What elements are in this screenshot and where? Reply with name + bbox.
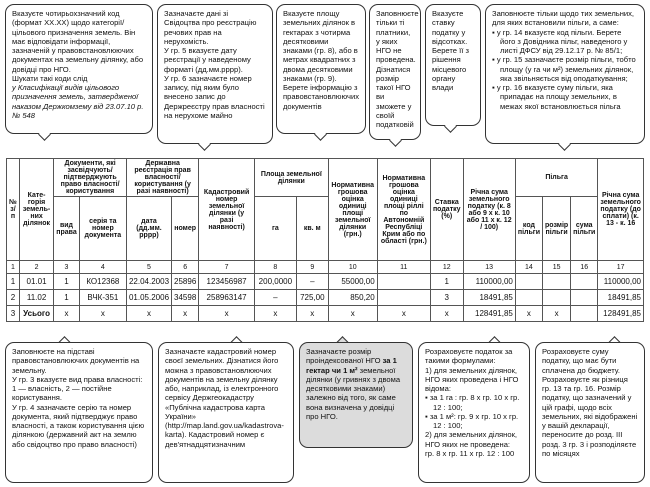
col-num: 7 bbox=[199, 261, 255, 274]
cell-cadastral: x bbox=[199, 306, 255, 322]
cell-benefit-code bbox=[515, 274, 542, 290]
col-num: 9 bbox=[296, 261, 328, 274]
callout-text: земельної ділянки (у гривнях з двома десятковими знаками) залежно від того, як саме вона визначена у довідці про НГО. bbox=[306, 365, 401, 421]
callout-text: у гр. 14 вказуєте код пільги. Берете його з Довідника пільг, наведеного у листі ДФСУ від 29.12.17 р. № 85/1; bbox=[496, 27, 628, 55]
callout-text: У гр. 5 вказуєте дату реєстрації у наведеному форматі (дд.мм.рррр). bbox=[164, 46, 251, 74]
cell-no: 2 bbox=[7, 290, 20, 306]
header-reg-number: номер bbox=[172, 197, 199, 261]
col-num: 6 bbox=[172, 261, 199, 274]
cell-benefit-code bbox=[515, 290, 542, 306]
col-num: 10 bbox=[328, 261, 377, 274]
cell-no: 1 bbox=[7, 274, 20, 290]
cell-benefit-code: x bbox=[515, 306, 542, 322]
header-doc-series: серія та номер документа bbox=[79, 197, 126, 261]
cell-total-label: Усього bbox=[19, 306, 53, 322]
cell-ngo-crimea bbox=[377, 290, 430, 306]
callout-documents bbox=[5, 342, 153, 483]
cell-square-meters: 725,00 bbox=[296, 290, 328, 306]
callout-text: Заповнюєте тільки щодо тих земельних, для яких встановили пільги, а саме: bbox=[492, 9, 635, 28]
header-documents: Документи, які засвідчують/ підтверджують право власності/ користування bbox=[54, 159, 127, 197]
callout-registration bbox=[157, 4, 273, 144]
callout-text: Вказуєте ставку податку у відсотках. Берете її з рішення місцевого органу влади bbox=[432, 9, 469, 92]
callout-emphasis: за 1 гектар чи 1 м² bbox=[306, 356, 397, 375]
callout-benefits bbox=[485, 4, 645, 144]
col-num: 16 bbox=[571, 261, 598, 274]
col-num: 8 bbox=[254, 261, 296, 274]
cell-doc-series: ВЧК-351 bbox=[79, 290, 126, 306]
callout-text: У гр. 6 зазначаєте номер запису, під яким було внесено запис до Держреєстру прав власності на нерухоме майно bbox=[164, 73, 265, 120]
callout-text: 1) для земельних ділянок, НГО яких проведена і НГО відома: bbox=[425, 365, 519, 393]
callout-cadastral bbox=[158, 342, 294, 483]
callout-text: Зазначаєте розмір проіндексованої НГО bbox=[306, 347, 381, 366]
cell-reg-number: x bbox=[172, 306, 199, 322]
callout-payable bbox=[535, 342, 645, 483]
callout-text: Вказуєте чотирьохзначний код (формат ХХ.ХХ) щодо категорії/ цільового призначення земель. Він має відповідати інформації, зазначеній у правовстановлюючих документах на земельну ділянку, або довідці про НГО. bbox=[12, 9, 144, 74]
table-total-row bbox=[7, 306, 644, 322]
callout-tax-formulas bbox=[418, 342, 530, 483]
col-num: 13 bbox=[463, 261, 515, 274]
cell-no: 3 bbox=[7, 306, 20, 322]
cell-benefit-size bbox=[543, 290, 571, 306]
callout-text: у гр. 15 зазначаєте розмір пільги, тобто площу (у га чи м²) земельних ділянок, яка звільняється від оподаткування; bbox=[496, 55, 636, 83]
header-category: Кате-горія земель-них ділянок bbox=[19, 159, 53, 261]
callout-text: Зазначаєте дані зі Свідоцтва про реєстрацію речових прав на нерухомість. bbox=[164, 9, 257, 46]
formula: гр. 8 х гр. 11 х гр. 12 : 100 bbox=[425, 448, 515, 458]
cell-ngo-crimea: x bbox=[377, 306, 430, 322]
cell-doc-series: КО12368 bbox=[79, 274, 126, 290]
cell-reg-date: 22.04.2003 bbox=[126, 274, 171, 290]
callout-text: 2) для земельних ділянок, НГО яких не проведена: bbox=[425, 430, 517, 449]
callout-area bbox=[276, 4, 366, 134]
col-num: 1 bbox=[7, 261, 20, 274]
bullet-item: ▪ за 1 м²: гр. 9 х гр. 10 х гр. 12 : 100; bbox=[425, 411, 519, 430]
header-area: Площа земельної ділянки bbox=[254, 159, 328, 197]
callout-text: Розраховуєте податок за такими формулами: bbox=[425, 347, 513, 366]
cell-reg-date: 01.05.2006 bbox=[126, 290, 171, 306]
cell-reg-number: 25896 bbox=[172, 274, 199, 290]
cell-rate: 3 bbox=[430, 290, 463, 306]
table-row bbox=[7, 290, 644, 306]
header-no: № з/п bbox=[7, 159, 20, 261]
callout-text: Заповнюєте на підставі правовстановлюючих документів на земельну. bbox=[12, 347, 140, 375]
cell-benefit-sum bbox=[571, 290, 598, 306]
cell-doc-series: x bbox=[79, 306, 126, 322]
cell-ngo: x bbox=[328, 306, 377, 322]
cell-benefit-sum bbox=[571, 306, 598, 322]
cell-ngo: 55000,00 bbox=[328, 274, 377, 290]
cell-hectares: 200,0000 bbox=[254, 274, 296, 290]
header-ngo: Нормативна грошова оцінка одиниці площі земельної ділянки (грн.) bbox=[328, 159, 377, 261]
bullet-item: ▪ за 1 га : гр. 8 х гр. 10 х гр. 12 : 100; bbox=[425, 393, 520, 412]
header-annual-sum: Річна сума земельного податку (к. 8 або 9 х к. 10 або 11 х к. 12 / 100) bbox=[463, 159, 515, 261]
col-num: 14 bbox=[515, 261, 542, 274]
table-row bbox=[7, 274, 644, 290]
col-num: 4 bbox=[79, 261, 126, 274]
cell-reg-number: 34598 bbox=[172, 290, 199, 306]
callout-category-code bbox=[5, 4, 153, 134]
header-benefit-size: розмір пільги bbox=[543, 197, 571, 261]
callout-text: У гр. 4 зазначаєте серію та номер документа, який підтверджує право власності, а також користування цією ділянкою (державний акт на землю або свідоцтво про право власності) bbox=[12, 402, 145, 449]
cell-annual-sum: 110000,00 bbox=[463, 274, 515, 290]
header-reg-date: дата (дд.мм. рррр) bbox=[126, 197, 171, 261]
callout-text: У гр. 3 вказуєте вид права власності: 1 — власність, 2 — постійне користування. bbox=[12, 374, 143, 403]
header-benefit-code: код пільги bbox=[515, 197, 542, 261]
cell-annual-sum: 128491,85 bbox=[463, 306, 515, 322]
col-num: 12 bbox=[430, 261, 463, 274]
cell-cadastral: 258963147 bbox=[199, 290, 255, 306]
callout-text: Шукати такі коди слід bbox=[12, 73, 88, 83]
cell-ngo-crimea bbox=[377, 274, 430, 290]
col-num: 3 bbox=[54, 261, 80, 274]
column-number-row bbox=[7, 261, 644, 274]
header-benefit: Пільга bbox=[515, 159, 597, 197]
col-num: 2 bbox=[19, 261, 53, 274]
header-rate: Ставка податку (%) bbox=[430, 159, 463, 261]
cell-hectares: – bbox=[254, 290, 296, 306]
cell-benefit-sum bbox=[571, 274, 598, 290]
cell-square-meters: x bbox=[296, 306, 328, 322]
header-benefit-sum: сума пільги bbox=[571, 197, 598, 261]
cell-square-meters: – bbox=[296, 274, 328, 290]
tax-declaration-table bbox=[6, 158, 644, 322]
cell-cadastral: 123456987 bbox=[199, 274, 255, 290]
bullet-item: ▪ у гр. 14 вказуєте код пільги. Берете його з Довідника пільг, наведеного у листі ДФСУ від 29.12.17 р. № 85/1; bbox=[492, 27, 628, 55]
callout-text: Розраховуєте суму податку, що має бути сплачена до бюджету. Розраховуєте як різниця гр. 13 та гр. 16. Розмір податку, що зазначений у цій графі, щодо всіх земельних, які відображені у вашій декларації, переносите до розд. III розд. 3 гр. 3 і розподіляєте по місяцях bbox=[542, 347, 638, 458]
cell-right-type: x bbox=[54, 306, 80, 322]
callout-text: Зазначаєте кадастровий номер своєї земельних. Дізнатися його можна з правовстановлюючих документів на земельну ділянку або, наприклад, із електронного сервісу Держгеокадастру «Публічна кадастрова карта України» (http://map.land.gov.ua/kadastrova-karta). Кадастровий номер є дев'ятнадцятизначним bbox=[165, 347, 284, 449]
header-registration: Державна реєстрація прав власності/ користування (у разі наявності) bbox=[126, 159, 198, 197]
col-num: 5 bbox=[126, 261, 171, 274]
cell-payable: 110000,00 bbox=[598, 274, 644, 290]
bullet-item: ▪ у гр. 15 зазначаєте розмір пільги, тобто площу (у га чи м²) земельних ділянок, яка звільняється від оподаткування; bbox=[492, 55, 636, 83]
cell-category: 11.02 bbox=[19, 290, 53, 306]
cell-rate: 1 bbox=[430, 274, 463, 290]
cell-benefit-size: x bbox=[543, 306, 571, 322]
callout-rate bbox=[425, 4, 481, 126]
header-payable: Річна сума земельного податку (до сплати) (к. 13 - к. 16 bbox=[598, 159, 644, 261]
col-num: 15 bbox=[543, 261, 571, 274]
header-ngo-crimea: Нормативна грошова оцінка одиниці площі ріллі по Автономній Республіці Крим або по області (грн.) bbox=[377, 159, 430, 261]
callout-text: Вказуєте площу земельних ділянок в гектарах з чотирма десятковими знаками (гр. 8), або в метрах квадратних з двома десятковими знаками (гр. 9). Берете інформацію з правовстановлюючих документів bbox=[283, 9, 360, 111]
bullet-item: ▪ у гр. 16 вказуєте суму пільги, яка припадає на площу земельних, в межах якої встановлюється пільга bbox=[492, 83, 621, 111]
cell-right-type: 1 bbox=[54, 274, 80, 290]
callout-indexed-ngo bbox=[299, 342, 413, 448]
cell-payable: 18491,85 bbox=[598, 290, 644, 306]
cell-reg-date: x bbox=[126, 306, 171, 322]
cell-annual-sum: 18491,85 bbox=[463, 290, 515, 306]
header-square-meters: кв. м bbox=[296, 197, 328, 261]
cell-category: 01.01 bbox=[19, 274, 53, 290]
cell-payable: 128491,85 bbox=[598, 306, 644, 322]
header-hectares: га bbox=[254, 197, 296, 261]
header-right-type: вид права bbox=[54, 197, 80, 261]
callout-text: Заповнюєте тільки ті платники, у яких НГО не проведена. Дізнатися розмір такої НГО ви зможете у своїй податковій bbox=[376, 9, 419, 129]
formula: за 1 га : гр. 8 х гр. 10 х гр. 12 : 100; bbox=[429, 393, 520, 412]
cell-benefit-size bbox=[543, 274, 571, 290]
formula: за 1 м²: гр. 9 х гр. 10 х гр. 12 : 100; bbox=[429, 411, 519, 430]
callout-text: у гр. 16 вказуєте суму пільги, яка припадає на площу земельних, в межах якої встановлюється пільга bbox=[496, 83, 621, 111]
callout-ngo-not-done bbox=[369, 4, 421, 140]
callout-text: у Класифікації видів цільового призначення земель, затвердженої наказом Держкомзему від 23.07.10 р. № 548 bbox=[12, 83, 144, 120]
col-num: 17 bbox=[598, 261, 644, 274]
cell-hectares: x bbox=[254, 306, 296, 322]
header-cadastral: Кадастровий номер земельної ділянки (у разі наявності) bbox=[199, 159, 255, 261]
cell-ngo: 850,20 bbox=[328, 290, 377, 306]
cell-rate: x bbox=[430, 306, 463, 322]
col-num: 11 bbox=[377, 261, 430, 274]
cell-right-type: 1 bbox=[54, 290, 80, 306]
